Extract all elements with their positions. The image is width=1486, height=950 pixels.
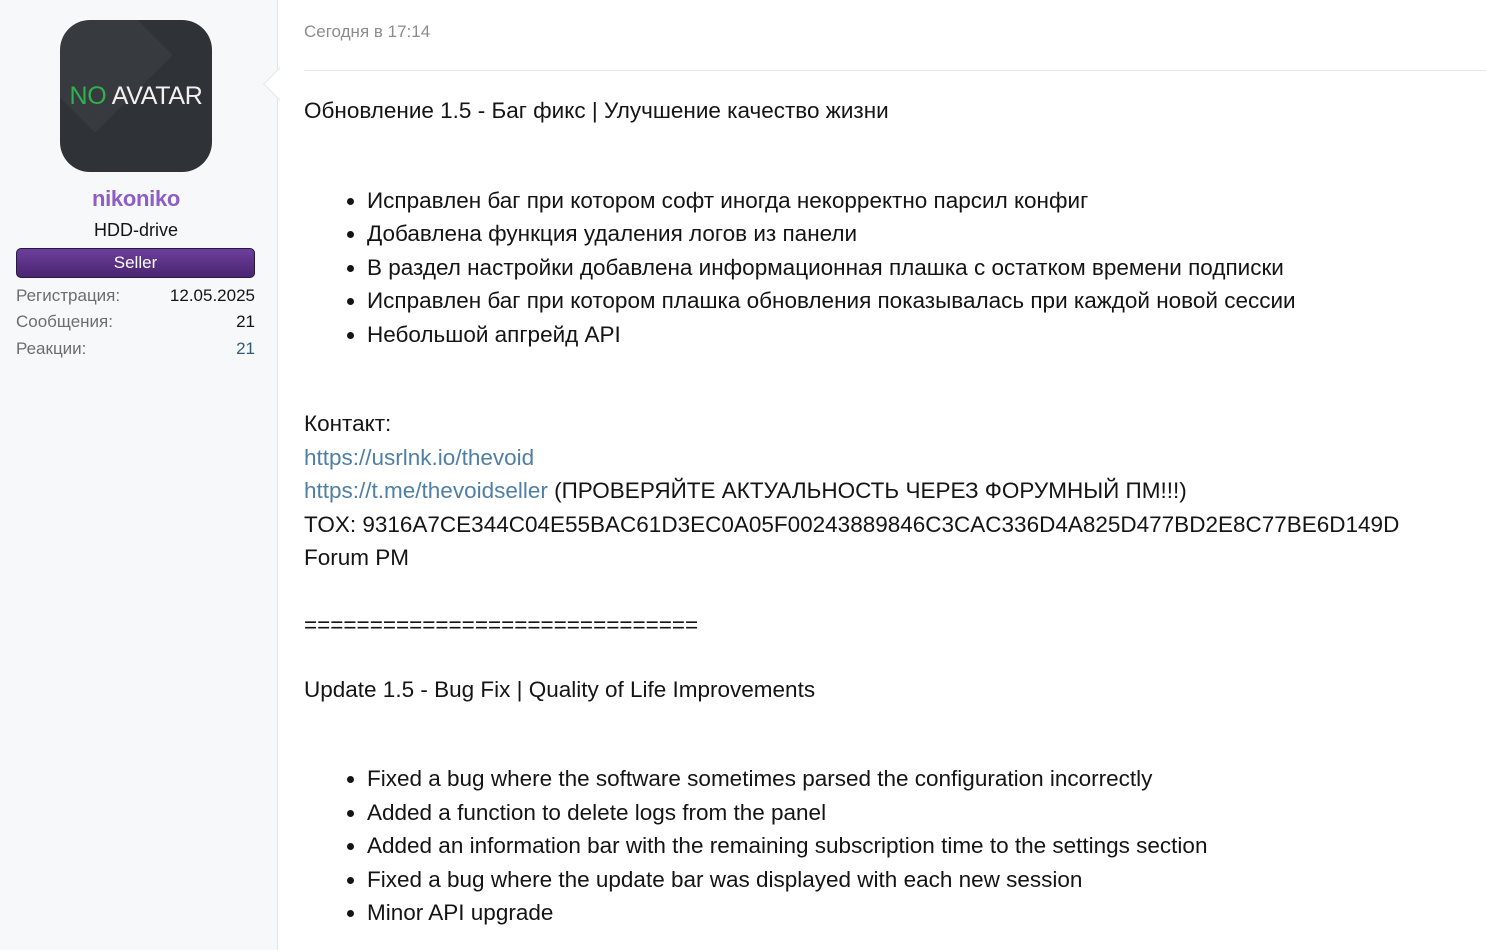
stat-reactions [16, 339, 255, 359]
user-sidebar [0, 0, 278, 950]
list-item: • Added an information bar with the remaining subscription time to the settings section [367, 829, 1486, 863]
stat-messages [16, 312, 255, 332]
header-divider [304, 70, 1486, 71]
forum-pm-text: Forum PM [304, 545, 410, 570]
post-date-link[interactable]: Сегодня в 17:14 [304, 22, 431, 41]
list-item: • Исправлен баг при котором софт иногда некорректно парсил конфиг [367, 184, 1486, 218]
tox-id: TOX: 9316A7CE344C04E55BAC61D3EC0A05F00243889846C3CAC336D4A825D477BD2E8C77BE6D149D [304, 511, 1400, 537]
reactions-count-link[interactable]: 21 [236, 339, 255, 358]
username-link[interactable]: nikoniko [91, 186, 181, 211]
avatar-placeholder-text: NO AVATAR [69, 81, 203, 110]
list-item: • В раздел настройки добавлена информационная плашка с остатком времени подписки [367, 251, 1486, 285]
stat-label: Регистрация: [16, 286, 121, 305]
list-item: • Небольшой апгрейд API [367, 318, 1486, 352]
list-item: • Fixed a bug where the software sometimes parsed the configuration incorrectly [367, 762, 1486, 796]
telegram-note: (ПРОВЕРЯЙТЕ АКТУАЛЬНОСТЬ ЧЕРЕЗ ФОРУМНЫЙ ПМ!!!) [547, 478, 1187, 503]
message-arrow [256, 60, 280, 108]
list-item: • Minor API upgrade [367, 896, 1486, 930]
list-item: • Добавлена функция удаления логов из панели [367, 217, 1486, 251]
list-item: • Added a function to delete logs from the panel [367, 796, 1486, 830]
usrlnk-link[interactable]: https://usrlnk.io/thevoid [304, 444, 535, 470]
post-content [304, 0, 1486, 950]
list-item: • Fixed a bug where the update bar was displayed with each new session [367, 863, 1486, 897]
en-changelog-list [304, 762, 1486, 930]
en-title: Update 1.5 - Bug Fix | Quality of Life Improvements [304, 676, 816, 702]
ru-title: Обновление 1.5 - Баг фикс | Улучшение качество жизни [304, 98, 889, 123]
stat-value: 21 [236, 312, 255, 331]
stat-label: Реакции: [16, 339, 87, 358]
separator-line: ============================== [304, 612, 699, 637]
stat-value: 12.05.2025 [169, 286, 255, 305]
post-body [304, 94, 1486, 930]
telegram-link[interactable]: https://t.me/thevoidseller [304, 478, 548, 503]
stat-label: Сообщения: [16, 312, 113, 331]
seller-badge: Seller [16, 248, 255, 278]
contact-label: Контакт: [304, 411, 392, 436]
stat-registration [16, 286, 255, 306]
user-title: HDD-drive [93, 220, 178, 240]
list-item: • Исправлен баг при котором плашка обновления показывалась при каждой новой сессии [367, 284, 1486, 318]
ru-changelog-list [304, 184, 1486, 352]
avatar[interactable] [60, 20, 212, 172]
